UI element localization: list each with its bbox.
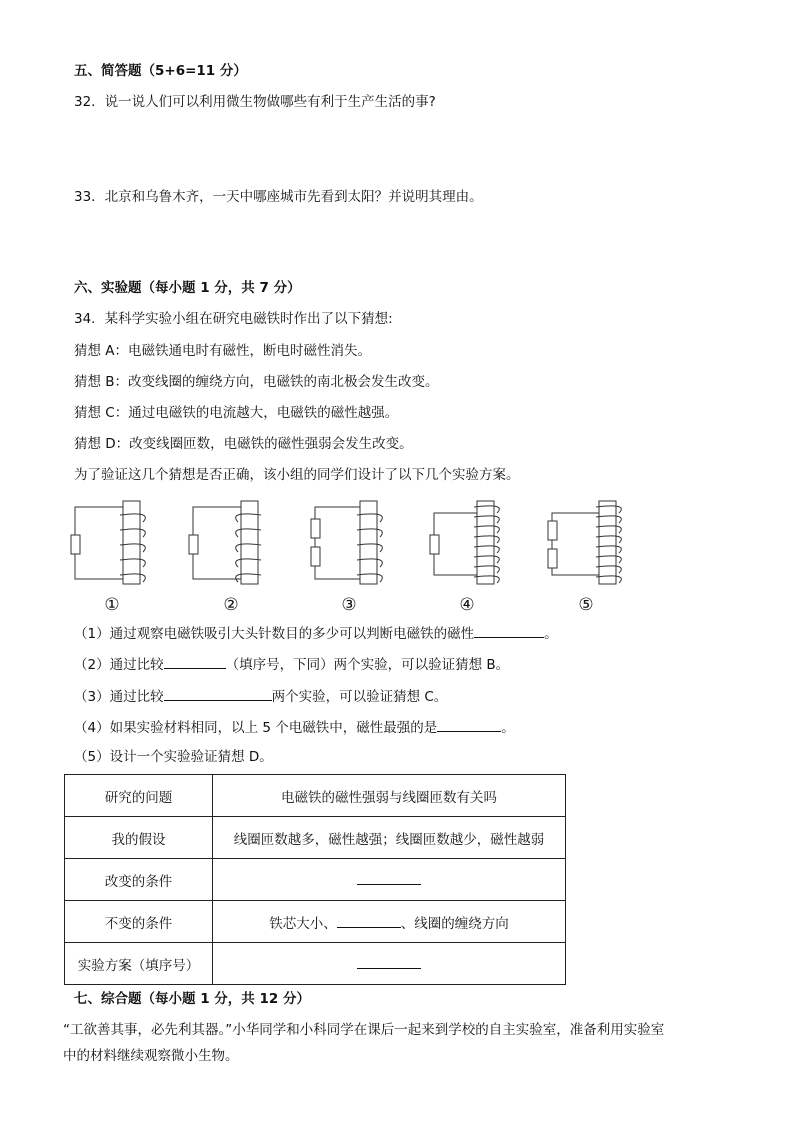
sub-question-4-text: （4）如果实验材料相同，以上 5 个电磁铁中，磁性最强的是 <box>74 720 438 736</box>
answer-blank-2[interactable] <box>164 654 226 669</box>
sub-question-1-end: 。 <box>544 626 558 642</box>
sub-question-2 <box>74 654 509 674</box>
circuit-2-diagram <box>189 501 261 584</box>
sub-question-4-end: 。 <box>501 720 515 736</box>
circuit-5-diagram <box>548 501 621 584</box>
answer-blank-plan[interactable] <box>357 954 421 969</box>
sub-question-3-end: 两个实验，可以验证猜想 C。 <box>271 689 448 705</box>
circuit-1-diagram <box>71 501 145 584</box>
table-value-hypothesis: 线圈匝数越多，磁性越强；线圈匝数越少，磁性越弱 <box>213 817 566 859</box>
table-row <box>65 901 566 943</box>
figure-label-3: ③ <box>341 595 357 615</box>
figure-label-1: ① <box>104 595 120 615</box>
figure-label-2: ② <box>223 595 239 615</box>
sub-question-3 <box>74 686 447 706</box>
table-value-plan <box>213 943 566 985</box>
answer-blank-1[interactable] <box>474 623 544 638</box>
section6-heading: 六、实验题（每小题 1 分，共 7 分） <box>74 280 301 296</box>
guess-d: 猜想 D：改变线圈匝数，电磁铁的磁性强弱会发生改变。 <box>74 436 413 452</box>
guess-a: 猜想 A：电磁铁通电时有磁性，断电时磁性消失。 <box>74 343 372 359</box>
sub-question-1 <box>74 623 558 643</box>
question-33: 33．北京和乌鲁木齐，一天中哪座城市先看到太阳？并说明其理由。 <box>74 189 483 205</box>
table-value-question: 电磁铁的磁性强弱与线圈匝数有关吗 <box>213 775 566 817</box>
answer-blank-3[interactable] <box>164 686 272 701</box>
figure-label-5: ⑤ <box>578 595 594 615</box>
section5-heading: 五、简答题（5+6=11 分） <box>74 63 247 79</box>
table-label-question: 研究的问题 <box>65 775 213 817</box>
section7-intro-line-2: 中的材料继续观察微小生物。 <box>63 1048 239 1064</box>
fixed-condition-text-1: 铁芯大小、 <box>269 915 337 932</box>
table-label-plan: 实验方案（填序号） <box>65 943 213 985</box>
question-32: 32．说一说人们可以利用微生物做哪些有利于生产生活的事? <box>74 94 436 110</box>
section7-intro <box>63 1017 733 1069</box>
table-row <box>65 817 566 859</box>
table-row <box>65 775 566 817</box>
plan-intro: 为了验证这几个猜想是否正确，该小组的同学们设计了以下几个实验方案。 <box>74 467 520 483</box>
fixed-condition-text-2: 、线圈的缠绕方向 <box>400 915 509 932</box>
sub-question-3-text: （3）通过比较 <box>74 689 164 705</box>
circuit-4-diagram <box>430 501 499 584</box>
circuit-3-diagram <box>311 501 382 584</box>
sub-question-2-text: （2）通过比较 <box>74 657 164 673</box>
sub-question-4 <box>74 717 515 737</box>
section7-heading: 七、综合题（每小题 1 分，共 12 分） <box>74 991 310 1007</box>
answer-blank-changed-condition[interactable] <box>357 870 421 885</box>
electromagnet-circuit-figures <box>60 495 640 620</box>
guess-c: 猜想 C：通过电磁铁的电流越大，电磁铁的磁性越强。 <box>74 405 399 421</box>
section7-intro-line-1: “工欲善其事，必先利其器。”小华同学和小科同学在课后一起来到学校的自主实验室，准备利用实验室 <box>63 1022 665 1038</box>
table-label-changed-condition: 改变的条件 <box>65 859 213 901</box>
table-value-changed-condition <box>213 859 566 901</box>
sub-question-2-end: （填序号，下同）两个实验，可以验证猜想 B。 <box>225 657 510 673</box>
sub-question-5: （5）设计一个实验验证猜想 D。 <box>74 749 273 765</box>
figure-label-4: ④ <box>459 595 475 615</box>
table-row <box>65 859 566 901</box>
answer-blank-fixed-condition[interactable] <box>337 913 401 928</box>
table-value-fixed-conditions <box>213 901 566 943</box>
sub-question-1-text: （1）通过观察电磁铁吸引大头针数目的多少可以判断电磁铁的磁性 <box>74 626 475 642</box>
guess-b: 猜想 B：改变线圈的缠绕方向，电磁铁的南北极会发生改变。 <box>74 374 439 390</box>
answer-blank-4[interactable] <box>437 717 501 732</box>
table-row <box>65 943 566 985</box>
experiment-design-table <box>64 774 566 985</box>
table-label-fixed-conditions: 不变的条件 <box>65 901 213 943</box>
table-label-hypothesis: 我的假设 <box>65 817 213 859</box>
question-34-intro: 34．某科学实验小组在研究电磁铁时作出了以下猜想: <box>74 311 393 327</box>
